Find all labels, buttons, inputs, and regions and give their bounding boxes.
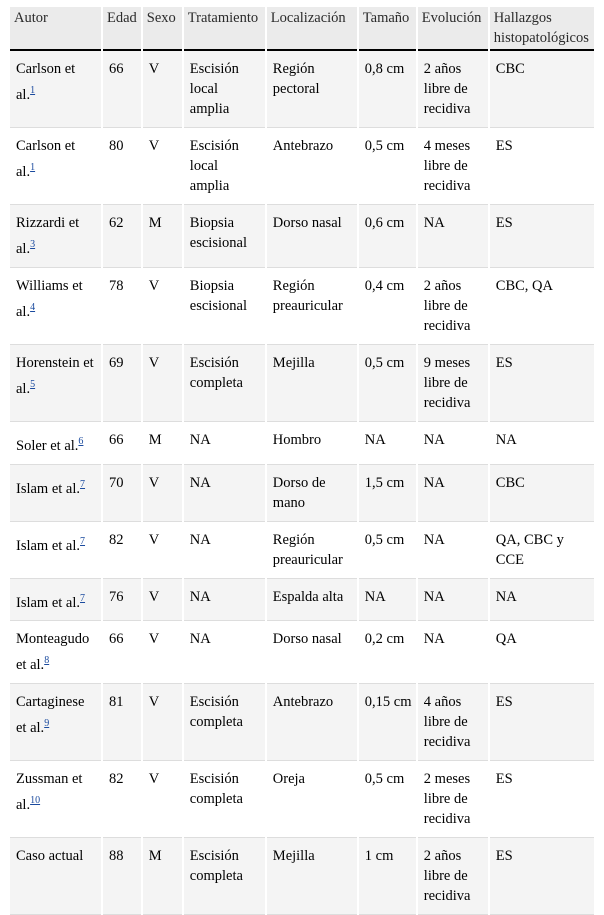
cell-edad: 69 (103, 345, 141, 422)
cell-evolucion: 4 años libre de recidiva (418, 684, 488, 761)
autor-text: Carlson et al. (16, 138, 76, 180)
cell-autor (10, 268, 101, 345)
cell-autor (10, 579, 101, 622)
cell-tratamiento: Escisión local amplia (184, 51, 265, 128)
cell-hallazgos: CBC (490, 465, 594, 522)
header-tamano: Tamaño (359, 7, 416, 51)
cell-evolucion: 2 años libre de recidiva (418, 268, 488, 345)
citation-link[interactable]: 1 (30, 85, 36, 96)
autor-text: Carlson et al. (16, 61, 76, 103)
cell-localizacion: Dorso nasal (267, 205, 357, 268)
citation-link[interactable]: 6 (78, 435, 84, 447)
citation-sup (80, 590, 85, 604)
cell-sexo: V (143, 268, 182, 345)
cell-sexo: V (143, 579, 182, 622)
table-row (10, 422, 594, 465)
cell-evolucion: NA (418, 621, 488, 684)
header-sexo: Sexo (143, 7, 182, 51)
table-row (10, 684, 594, 761)
citation-sup (80, 533, 85, 547)
cell-sexo: V (143, 345, 182, 422)
header-autor: Autor (10, 7, 101, 51)
citation-sup (44, 652, 49, 666)
cell-tratamiento: Escisión local amplia (184, 128, 265, 205)
cell-edad: 78 (103, 268, 141, 345)
cell-autor (10, 621, 101, 684)
autor-text: Zussman et al. (16, 771, 83, 814)
cell-tamano: 0,4 cm (359, 268, 416, 345)
cell-autor (10, 128, 101, 205)
cell-hallazgos: ES (490, 128, 594, 205)
cell-sexo: M (143, 205, 182, 268)
cell-edad: 66 (103, 621, 141, 684)
cell-tratamiento: Escisión completa (184, 345, 265, 422)
cell-sexo: V (143, 522, 182, 579)
cell-edad: 80 (103, 128, 141, 205)
table-row (10, 268, 594, 345)
cell-localizacion: Dorso de mano (267, 465, 357, 522)
citation-link[interactable]: 5 (30, 378, 36, 390)
table-row (10, 761, 594, 838)
cell-sexo: V (143, 761, 182, 838)
cell-edad: 81 (103, 684, 141, 761)
autor-text: Williams et al. (16, 277, 83, 320)
cell-localizacion: Hombro (267, 422, 357, 465)
cell-sexo: M (143, 838, 182, 915)
cell-autor (10, 684, 101, 761)
citation-link[interactable]: 7 (80, 535, 86, 547)
cell-edad: 66 (103, 422, 141, 465)
citation-sup (30, 792, 40, 806)
cell-edad: 76 (103, 579, 141, 622)
citation-sup (30, 236, 35, 250)
citation-sup (80, 476, 85, 490)
autor-text: Islam et al. (16, 537, 81, 554)
header-edad: Edad (103, 7, 141, 51)
cell-tamano: 0,6 cm (359, 205, 416, 268)
cell-sexo: M (143, 422, 182, 465)
cell-tratamiento: NA (184, 621, 265, 684)
cell-tamano: 0,8 cm (359, 51, 416, 128)
cell-localizacion: Antebrazo (267, 128, 357, 205)
autor-text: Cartaginese et al. (16, 694, 85, 737)
cell-sexo: V (143, 465, 182, 522)
cell-tamano: NA (359, 422, 416, 465)
cell-edad: 66 (103, 51, 141, 128)
cell-autor (10, 422, 101, 465)
table-row (10, 621, 594, 684)
cell-sexo: V (143, 51, 182, 128)
cell-hallazgos: NA (490, 422, 594, 465)
cell-autor (10, 465, 101, 522)
header-row (10, 7, 594, 51)
table-row (10, 522, 594, 579)
autor-text: Caso actual (16, 848, 84, 865)
cell-localizacion: Región pectoral (267, 51, 357, 128)
cell-evolucion: NA (418, 579, 488, 622)
autor-text: Rizzardi et al. (16, 215, 80, 257)
cell-hallazgos: ES (490, 345, 594, 422)
table-row (10, 465, 594, 522)
cell-evolucion: 4 meses libre de recidiva (418, 128, 488, 205)
cell-autor (10, 761, 101, 838)
citation-link[interactable]: 1 (30, 162, 36, 173)
cell-tamano: 0,5 cm (359, 128, 416, 205)
cell-evolucion: 2 años libre de recidiva (418, 51, 488, 128)
cell-autor (10, 522, 101, 579)
citation-link[interactable]: 10 (30, 795, 41, 807)
citation-sup (44, 715, 49, 729)
citation-sup (30, 82, 35, 96)
citation-sup (30, 299, 35, 313)
header-tratamiento: Tratamiento (184, 7, 265, 51)
cell-localizacion: Oreja (267, 761, 357, 838)
cell-tamano: NA (359, 579, 416, 622)
cell-tamano: 1 cm (359, 838, 416, 915)
cell-tamano: 1,5 cm (359, 465, 416, 522)
cell-hallazgos: ES (490, 205, 594, 268)
cell-tratamiento: NA (184, 579, 265, 622)
cell-tratamiento: Biopsia escisional (184, 268, 265, 345)
cell-tratamiento: NA (184, 465, 265, 522)
cell-tratamiento: NA (184, 522, 265, 579)
cell-evolucion: 9 meses libre de recidiva (418, 345, 488, 422)
cell-autor (10, 51, 101, 128)
cell-tratamiento: Escisión completa (184, 684, 265, 761)
citation-sup (30, 376, 35, 390)
citation-link[interactable]: 8 (44, 655, 50, 667)
cell-edad: 70 (103, 465, 141, 522)
cell-hallazgos: CBC (490, 51, 594, 128)
cell-hallazgos: ES (490, 684, 594, 761)
cell-tratamiento: NA (184, 422, 265, 465)
table-row (10, 579, 594, 622)
table-row (10, 128, 594, 205)
cell-tamano: 0,15 cm (359, 684, 416, 761)
cell-evolucion: 2 meses libre de recidiva (418, 761, 488, 838)
cell-sexo: V (143, 621, 182, 684)
cell-edad: 62 (103, 205, 141, 268)
cell-tamano: 0,2 cm (359, 621, 416, 684)
citation-link[interactable]: 4 (30, 301, 36, 313)
cell-sexo: V (143, 684, 182, 761)
cell-localizacion: Antebrazo (267, 684, 357, 761)
cell-autor (10, 345, 101, 422)
cell-evolucion: NA (418, 422, 488, 465)
header-localizacion: Localización (267, 7, 357, 51)
cell-sexo: V (143, 128, 182, 205)
cell-edad: 82 (103, 761, 141, 838)
header-evolucion: Evolución (418, 7, 488, 51)
header-hallazgos: Hallazgos histopatológicos (490, 7, 594, 51)
citation-sup (78, 433, 83, 447)
cell-hallazgos: NA (490, 579, 594, 622)
cell-tratamiento: Biopsia escisional (184, 205, 265, 268)
cell-evolucion: NA (418, 465, 488, 522)
autor-text: Islam et al. (16, 480, 81, 497)
table-row (10, 205, 594, 268)
cell-tratamiento: Escisión completa (184, 761, 265, 838)
cell-edad: 88 (103, 838, 141, 915)
cell-hallazgos: QA, CBC y CCE (490, 522, 594, 579)
cell-evolucion: 2 años libre de recidiva (418, 838, 488, 915)
cell-hallazgos: ES (490, 838, 594, 915)
cell-hallazgos: CBC, QA (490, 268, 594, 345)
cell-tamano: 0,5 cm (359, 522, 416, 579)
cell-evolucion: NA (418, 522, 488, 579)
table-row (10, 345, 594, 422)
cell-hallazgos: QA (490, 621, 594, 684)
case-table (8, 7, 596, 915)
cell-localizacion: Dorso nasal (267, 621, 357, 684)
citation-link[interactable]: 7 (80, 592, 86, 604)
autor-text: Soler et al. (16, 437, 79, 454)
cell-tratamiento: Escisión completa (184, 838, 265, 915)
autor-text: Islam et al. (16, 594, 81, 611)
autor-text: Horenstein et al. (16, 354, 94, 397)
citation-link[interactable]: 3 (30, 239, 36, 250)
cell-autor (10, 838, 101, 915)
cell-hallazgos: ES (490, 761, 594, 838)
cell-localizacion: Mejilla (267, 838, 357, 915)
cell-localizacion: Mejilla (267, 345, 357, 422)
cell-tamano: 0,5 cm (359, 345, 416, 422)
citation-link[interactable]: 9 (44, 718, 50, 730)
cell-autor (10, 205, 101, 268)
table-body (10, 51, 594, 915)
table-row (10, 838, 594, 915)
autor-text: Monteagudo et al. (16, 631, 90, 674)
cell-localizacion: Espalda alta (267, 579, 357, 622)
cell-localizacion: Región preauricular (267, 268, 357, 345)
cell-tamano: 0,5 cm (359, 761, 416, 838)
cell-localizacion: Región preauricular (267, 522, 357, 579)
cell-evolucion: NA (418, 205, 488, 268)
table-row (10, 51, 594, 128)
citation-link[interactable]: 7 (80, 478, 86, 490)
cell-edad: 82 (103, 522, 141, 579)
citation-sup (30, 159, 35, 173)
